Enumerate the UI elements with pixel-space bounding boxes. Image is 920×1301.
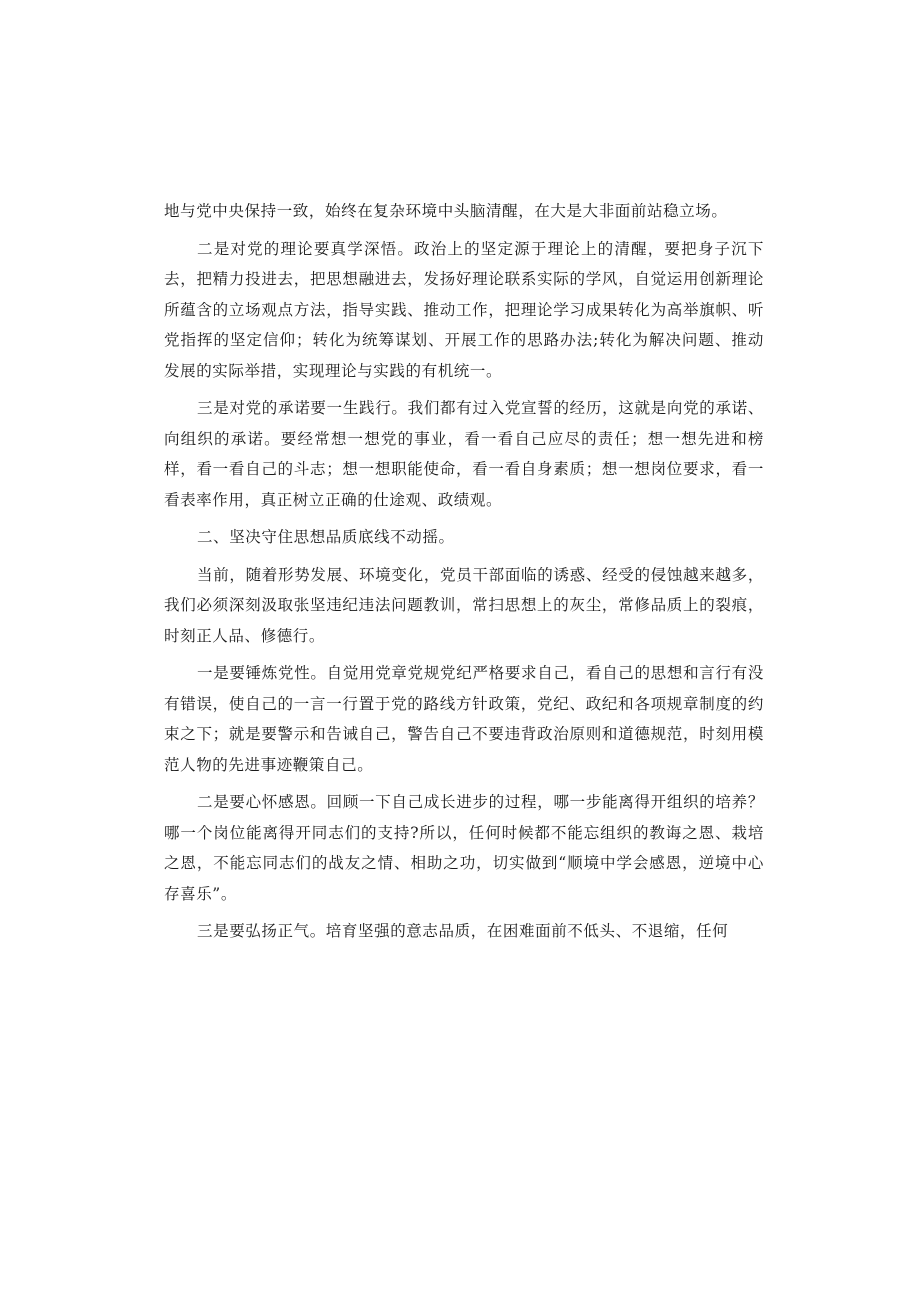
section-heading-two: 二、坚决守住思想品质底线不动摇。	[197, 528, 455, 546]
paragraph-righteousness: 三是要弘扬正气。培育坚强的意志品质，在困难面前不低头、不退缩，任何	[197, 922, 729, 940]
document-page	[164, 196, 764, 954]
paragraph-party-spirit: 一是要锤炼党性。自觉用党章党规党纪严格要求自己，看自己的思想和言行有没有错误，使自己的一言一行置于党的路线方针政策，党纪、政纪和各项规章制度的约束之下；就是要警示和告诫自己，警告自己不要违背政治原则和道德规范，时刻用模范人物的先进事迹鞭策自己。	[164, 664, 764, 774]
paragraph-party-promise: 三是对党的承诺要一生践行。我们都有过入党宣誓的经历，这就是向党的承诺、向组织的承诺。要经常想一想党的事业，看一看自己应尽的责任；想一想先进和榜样，看一看自己的斗志；想一想职能使命，看一看自身素质；想一想岗位要求，看一看表率作用，真正树立正确的仕途观、政绩观。	[164, 399, 764, 509]
paragraph-theory-study: 二是对党的理论要真学深悟。政治上的坚定源于理论上的清醒，要把身子沉下去，把精力投进去，把思想融进去，发扬好理论联系实际的学风，自觉运用创新理论所蕴含的立场观点方法，指导实践、推动工作，把理论学习成果转化为高举旗帜、听党指挥的坚定信仰；转化为统筹谋划、开展工作的思路办法;转化为解决问题、推动发展的实际举措，实现理论与实践的有机统一。	[164, 239, 764, 380]
paragraph-continuation: 地与党中央保持一致，始终在复杂环境中头脑清醒，在大是大非面前站稳立场。	[164, 202, 728, 220]
paragraph-gratitude: 二是要心怀感恩。回顾一下自己成长进步的过程，哪一步能离得开组织的培养？哪一个岗位能离得开同志们的支持?所以，任何时候都不能忘组织的教诲之恩、栽培之恩，不能忘同志们的战友之情、相助之功，切实做到“顺境中学会感恩，逆境中心存喜乐”。	[164, 793, 764, 903]
paragraph-current-situation: 当前，随着形势发展、环境变化，党员干部面临的诱惑、经受的侵蚀越来越多，我们必须深刻汲取张坚违纪违法问题教训，常扫思想上的灰尘，常修品质上的裂痕，时刻正人品、修德行。	[164, 565, 764, 645]
